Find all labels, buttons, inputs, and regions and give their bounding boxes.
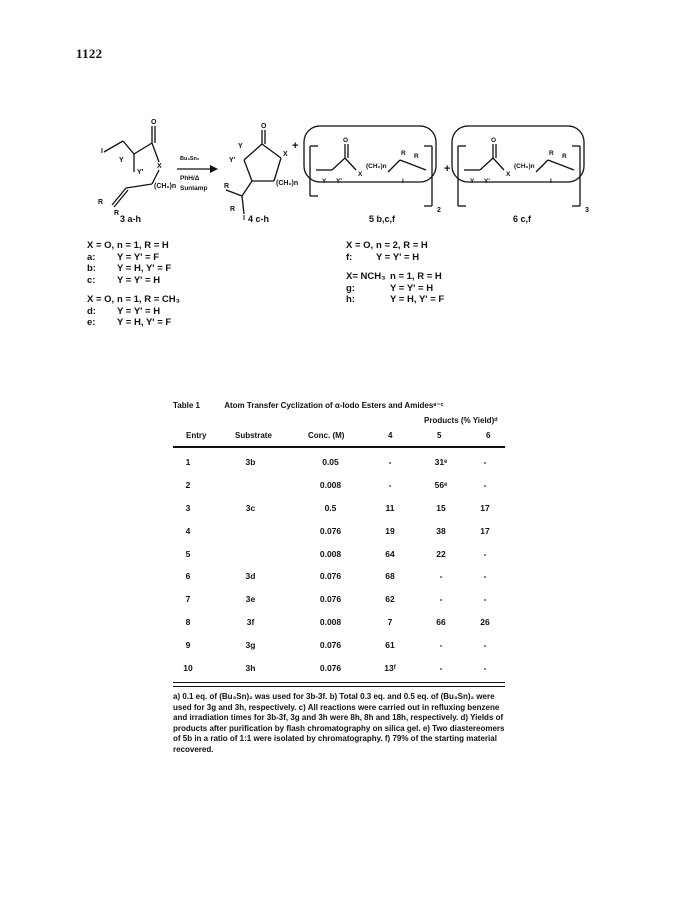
col-header-conc: Conc. (M): [308, 431, 345, 440]
table-cell: [203, 542, 298, 565]
table-cell: 13ᶠ: [384, 662, 396, 673]
table-cell: 0.076: [319, 662, 342, 673]
plus-sign-1: +: [292, 140, 299, 152]
table-cell: 0.076: [319, 639, 342, 650]
svg-text:O: O: [491, 137, 497, 144]
compound-6-label: 6 c,f: [513, 214, 532, 224]
svg-text:O: O: [343, 137, 349, 144]
svg-text:R: R: [114, 210, 120, 217]
subscript-3: 3: [585, 207, 589, 214]
svg-text:Y': Y': [336, 178, 342, 185]
svg-text:R: R: [549, 150, 554, 157]
def-row: X = O, n = 1, R = CH₃: [87, 294, 180, 305]
table-cell: 10: [183, 662, 193, 673]
table-row: [173, 497, 505, 520]
definitions-right: [346, 240, 444, 306]
table-row: [173, 451, 505, 474]
svg-text:Y: Y: [322, 178, 327, 185]
col-header-4: 4: [388, 431, 393, 440]
subscript-2: 2: [437, 207, 441, 214]
svg-text:X: X: [358, 171, 363, 178]
table-cell: 17: [480, 525, 490, 536]
table-cell: 0.008: [319, 548, 342, 559]
data-table: [173, 451, 505, 679]
svg-text:I: I: [243, 215, 245, 222]
table-cell: 3h: [245, 662, 256, 673]
table-cell: 0.5: [324, 502, 337, 513]
def-row: X= NCH₃ n = 1, R = H: [346, 271, 442, 282]
table-cell: 5: [185, 548, 191, 559]
table-row: [173, 588, 505, 611]
svg-text:(CH₂)n: (CH₂)n: [276, 180, 299, 187]
table-cell: 22: [436, 548, 446, 559]
table-rule-top: [173, 446, 505, 448]
substrate-3-structure: [104, 126, 159, 207]
table-cell: 11: [385, 502, 395, 513]
svg-text:Y: Y: [119, 157, 124, 164]
table-row: [173, 542, 505, 565]
table-cell: -: [388, 457, 392, 468]
products-header: Products (% Yield)ᵈ: [424, 416, 498, 425]
table-cell: 7: [387, 616, 393, 627]
reagent-top: Bu₃Sn₂: [180, 156, 200, 162]
table-cell: -: [439, 639, 443, 650]
table-cell: -: [439, 594, 443, 605]
table-cell: -: [483, 457, 487, 468]
table-cell: [203, 474, 298, 497]
table-cell: [203, 519, 298, 542]
table-cell: 0.076: [319, 525, 342, 536]
svg-text:I: I: [101, 148, 103, 155]
table-cell: 3e: [245, 594, 256, 605]
svg-text:X: X: [506, 171, 511, 178]
table-caption: [173, 401, 444, 410]
svg-text:Y': Y': [484, 178, 490, 185]
product-4-structure: [226, 130, 281, 214]
table-rule-mid: [173, 682, 505, 683]
table-cell: 61: [385, 639, 395, 650]
table-cell: -: [439, 662, 443, 673]
def-row: f: Y = Y' = H: [346, 251, 420, 263]
table-cell: 15: [436, 502, 446, 513]
table-footnotes: a) 0.1 eq. of (Bu₃Sn)₂ was used for 3b-3f. b) Total 0.3 eq. and 0.5 eq. of (Bu₃Sn)₂ were used for 3g and 3h, respectively. c) All reactions were carried out in refluxing benzene and irradiation times for 3b-3f, 3g and 3h were 8h, 8h and 18h, respectively. d) Yields of products after purification by flash chromatography on silica gel. e) Two diastereomers of 5b in a ratio of 1:1 were isolated by chromatography. f) 79% of the starting material recovered.: [173, 692, 505, 754]
svg-text:X: X: [157, 163, 162, 170]
def-row: e: Y = H, Y' = F: [87, 317, 172, 328]
table-row: [173, 633, 505, 656]
table-cell: 3g: [245, 639, 256, 650]
table-cell: -: [483, 639, 487, 650]
svg-text:O: O: [151, 119, 157, 126]
svg-text:I: I: [550, 178, 552, 185]
svg-text:R: R: [562, 153, 567, 160]
table-row: [173, 656, 505, 679]
table-cell: 64: [385, 548, 395, 559]
table-cell: 26: [480, 616, 490, 627]
compound-5-label: 5 b,c,f: [369, 214, 396, 224]
svg-text:Y': Y': [137, 169, 144, 176]
plus-sign-2: +: [444, 163, 451, 175]
reagent-bottom: Sunlamp: [180, 185, 208, 192]
svg-text:R: R: [414, 153, 419, 160]
table-cell: -: [483, 571, 487, 582]
table-number: Table 1: [173, 401, 200, 410]
table-title: Atom Transfer Cyclization of α-Iodo Esters and Amidesᵃ⁻ᶜ: [224, 401, 444, 410]
table-cell: 9: [185, 639, 191, 650]
svg-text:(CH₂)n: (CH₂)n: [154, 183, 177, 190]
table-cell: 62: [385, 594, 395, 605]
table-cell: 3f: [246, 616, 255, 627]
table-cell: 2: [185, 480, 191, 491]
table-cell: 0.008: [319, 480, 342, 491]
table-cell: 19: [385, 525, 395, 536]
table-rule-bottom: [173, 686, 505, 687]
table-cell: 17: [480, 502, 490, 513]
table-cell: 1: [185, 457, 191, 468]
table-cell: 38: [436, 525, 446, 536]
svg-text:R: R: [224, 183, 230, 190]
reaction-arrow: [177, 165, 218, 173]
table-cell: 3d: [245, 571, 256, 582]
svg-text:X: X: [283, 151, 288, 158]
table-cell: 3c: [245, 502, 256, 513]
def-row: b: Y = H, Y' = F: [87, 263, 172, 274]
col-header-substrate: Substrate: [235, 431, 272, 440]
reaction-scheme: [0, 0, 681, 240]
col-header-6: 6: [486, 431, 491, 440]
table-cell: 0.008: [319, 616, 342, 627]
svg-text:I: I: [402, 178, 404, 185]
compound-3-label: 3 a-h: [120, 214, 142, 224]
table-cell: 3: [185, 502, 191, 513]
table-cell: 0.076: [319, 571, 342, 582]
table-cell: 68: [385, 571, 395, 582]
table-row: [173, 474, 505, 497]
table-row: [173, 519, 505, 542]
def-row: g: Y = Y' = H: [346, 282, 434, 294]
svg-text:R: R: [98, 199, 104, 206]
table-cell: 66: [436, 616, 446, 627]
table-cell: 4: [185, 525, 191, 536]
svg-text:Y: Y: [238, 143, 243, 150]
svg-text:Y: Y: [470, 178, 475, 185]
table-cell: 56ᵉ: [434, 480, 448, 491]
def-row: X = O, n = 2, R = H: [346, 240, 428, 251]
table-cell: -: [483, 594, 487, 605]
page-number: 1122: [76, 46, 103, 61]
table-cell: -: [439, 571, 443, 582]
svg-text:Y': Y': [229, 157, 236, 164]
col-header-entry: Entry: [186, 431, 207, 440]
svg-text:O: O: [261, 123, 267, 130]
def-row: a: Y = Y' = F: [87, 251, 160, 263]
definitions-left: [87, 240, 180, 329]
def-row: X = O, n = 1, R = H: [87, 240, 169, 251]
compound-4-label: 4 c-h: [248, 214, 270, 224]
table-cell: -: [483, 480, 487, 491]
table-cell: -: [483, 662, 487, 673]
def-row: c: Y = Y' = H: [87, 274, 161, 286]
table-row: [173, 565, 505, 588]
table-cell: 0.05: [322, 457, 339, 468]
svg-text:R: R: [401, 150, 406, 157]
reagent-mid: PhH/Δ: [180, 175, 200, 182]
svg-text:(CH₂)n: (CH₂)n: [514, 163, 535, 170]
table-cell: 0.076: [319, 594, 342, 605]
table-cell: -: [388, 480, 392, 491]
table-cell: 7: [185, 594, 191, 605]
svg-text:(CH₂)n: (CH₂)n: [366, 163, 387, 170]
table-cell: 6: [185, 571, 191, 582]
table-cell: 31ᵉ: [434, 457, 448, 468]
col-header-5: 5: [437, 431, 442, 440]
table-row: [173, 611, 505, 634]
table-cell: 8: [185, 616, 191, 627]
def-row: d: Y = Y' = H: [87, 305, 161, 317]
def-row: h: Y = H, Y' = F: [346, 294, 445, 305]
table-cell: -: [483, 548, 487, 559]
table-cell: 3b: [245, 457, 256, 468]
svg-text:R: R: [230, 206, 236, 213]
